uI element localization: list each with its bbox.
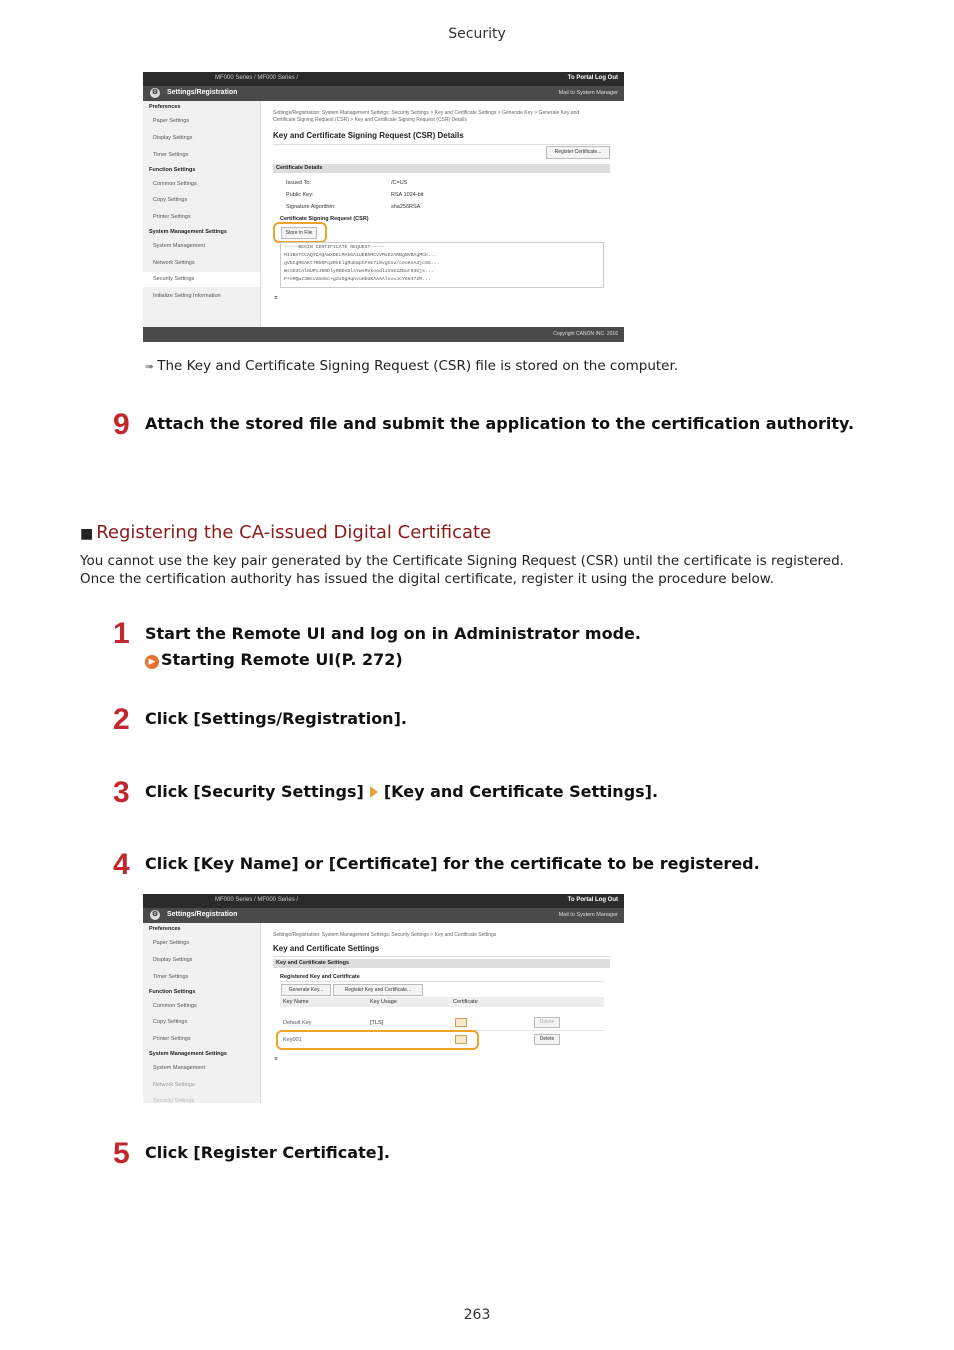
main-panel [261,101,624,342]
portal-logout-links[interactable]: To Portal Log Out [567,897,618,903]
footer-bar [143,327,624,342]
main-panel [261,923,624,1103]
scroll-to-top-icon[interactable]: ⌅ [273,294,279,301]
sidebar-item-initialize[interactable]: Initialize Setting Information [153,293,221,299]
row2-delete-button[interactable]: Delete [534,1034,560,1045]
page-number: 263 [463,1307,491,1323]
csr-line: WsoD3cAl8UPsJ9ODlyRDDnDlsYwsMvkoodlJInE2ZDur03Gjs... [284,269,434,274]
step-3-text [145,782,658,801]
step-5-text: Click [Register Certificate]. [145,1143,390,1162]
screenshot-key-cert-settings [143,894,624,1103]
issued-to-value: /C=US [391,180,408,186]
register-key-cert-button[interactable]: Register Key and Certificate... [333,984,423,996]
row1-key-name[interactable]: Default Key [283,1020,312,1026]
title-bar [143,908,624,923]
step-4-number: 4 [113,848,130,881]
title-bar [143,86,624,101]
sidebar-item-printer[interactable]: Printer Settings [153,214,191,220]
csr-label: Certificate Signing Request (CSR) [280,216,369,222]
section-marker: ■ [80,526,94,542]
result-arrow-icon: ➠ [145,360,155,373]
sidebar-item-copy[interactable]: Copy Settings [153,197,188,203]
page-header: Security [448,26,506,42]
row-highlight [276,1030,479,1050]
top-bar [143,72,624,86]
section-heading [80,522,491,543]
sidebar-item-printer[interactable]: Printer Settings [153,1036,191,1042]
panel-heading: Key and Certificate Settings [273,944,380,953]
mail-link[interactable]: Mail to System Manager [558,90,618,96]
column-key-name: Key Name [283,999,309,1005]
csr-line: MIIBnTCCAQYCAQAwXDELMAkGA1UEBhMCVVMxEzARBgNVBAgMCk... [284,253,437,258]
sidebar-group-function: Function Settings [149,167,196,173]
sidebar-group-preferences: Preferences [149,104,181,110]
step-1-number: 1 [113,617,130,650]
sidebar-item-common[interactable]: Common Settings [153,181,197,187]
csr-line: gVbCgHEAKt7Rb0Fq2RkElgRuEmphFeE7i9vgCnv/ceoKnA3jc55... [284,261,440,266]
step-4-text: Click [Key Name] or [Certificate] for the certificate to be registered. [145,854,760,873]
step-1-text: Start the Remote UI and log on in Administrator mode. [145,624,641,643]
sidebar-group-system: System Management Settings [149,1051,227,1057]
step-2-number: 2 [113,703,130,736]
signature-algorithm-label: Signature Algorithm: [286,204,336,210]
sidebar-item-paper[interactable]: Paper Settings [153,118,190,124]
screenshot-csr-details [143,72,624,342]
step-5-number: 5 [113,1137,130,1170]
register-certificate-button[interactable]: Register Certificate... [546,146,610,159]
sidebar-item-copy[interactable]: Copy Settings [153,1019,188,1025]
csr-text-area[interactable] [280,242,604,288]
sidebar [143,923,261,1103]
panel-heading: Key and Certificate Signing Request (CSR) Details [273,131,464,140]
mail-link[interactable]: Mail to System Manager [558,912,618,918]
starting-remote-ui-link-text[interactable]: Starting Remote UI(P. 272) [161,650,403,669]
section-title: Registering the CA-issued Digital Certificate [96,522,492,543]
store-button-highlight [273,222,327,243]
breadcrumb: Settings/Registration: System Management Settings: Security Settings > Key and Certificate Settings > Generate Key > Generate Key and Certificate Signing Request (CSR) > Key and Certificate Signing Request (CSR) Details [273,110,580,123]
sidebar-group-preferences: Preferences [149,926,181,932]
scroll-to-top-icon[interactable]: ⌅ [273,1055,279,1062]
page-title: Settings/Registration [167,911,238,918]
store-in-file-button[interactable]: Store in File [281,227,317,239]
link-arrow-icon: ▶ [145,655,159,669]
model-name: MF000 Series / MF000 Series / [215,897,299,903]
sidebar-item-network[interactable]: Network Settings [153,1082,195,1088]
page-title: Settings/Registration [167,89,238,96]
portal-logout-links[interactable]: To Portal Log Out [567,75,618,81]
sidebar-group-system: System Management Settings [149,229,227,235]
section-body: You cannot use the key pair generated by the Certificate Signing Request (CSR) until the certificate is registered. Once the certification authority has issued the digital certificate, register it using the procedure below. [80,553,844,587]
step-3-text-a: Click [Security Settings] [145,782,364,801]
step-3-number: 3 [113,776,130,809]
sidebar-item-display[interactable]: Display Settings [153,135,193,141]
csr-line: -----BEGIN CERTIFICATE REQUEST----- [284,245,385,250]
public-key-label: Public Key: [286,192,314,198]
settings-icon: ⚙ [151,89,159,96]
signature-algorithm-value: sha256RSA [391,204,421,210]
registered-subsection: Registered Key and Certificate [280,974,360,980]
public-key-value: RSA 1024-bit [391,192,424,198]
column-certificate: Certificate [453,999,478,1005]
step-3-text-b: [Key and Certificate Settings]. [383,782,659,801]
sidebar [143,101,261,342]
certificate-icon[interactable] [455,1018,467,1027]
sidebar-item-system-management[interactable]: System Management [153,243,205,249]
menu-arrow-icon [370,786,378,798]
top-bar [143,894,624,908]
sidebar-item-timer[interactable]: Timer Settings [153,974,189,980]
step-9-number: 9 [113,408,130,441]
step-9-text: Attach the stored file and submit the application to the certification authority. [145,414,855,433]
certificate-details-bar: Certificate Details [273,164,610,173]
column-key-usage: Key Usage [370,999,397,1005]
row2-key-name[interactable]: Key001 [283,1037,302,1043]
sidebar-item-paper[interactable]: Paper Settings [153,940,190,946]
sidebar-item-display[interactable]: Display Settings [153,957,193,963]
issued-to-label: Issued To: [286,180,311,186]
starting-remote-ui-link[interactable] [145,650,403,669]
row1-delete-button[interactable]: Delete [534,1017,560,1028]
settings-icon: ⚙ [151,911,159,918]
step-2-text: Click [Settings/Registration]. [145,709,407,728]
sidebar-item-common[interactable]: Common Settings [153,1003,197,1009]
model-name: MF000 Series / MF000 Series / [215,75,299,81]
generate-key-button[interactable]: Generate Key... [281,984,331,996]
csr-line: P+nMQwz3Wsv2mnbc+gdxOgHqnvuHbUKAAAAlsoxJcY66472M... [284,277,431,282]
key-cert-settings-bar: Key and Certificate Settings [273,959,610,968]
row1-key-usage: [TLS] [370,1020,384,1026]
sidebar-item-security[interactable]: Security Settings [153,1098,195,1103]
sidebar-item-system-management[interactable]: System Management [153,1065,205,1071]
copyright: Copyright CANON INC. 2016 [553,331,618,337]
sidebar-item-security[interactable]: Security Settings [153,276,195,282]
result-note [145,358,678,374]
sidebar-item-network[interactable]: Network Settings [153,260,195,266]
result-note-text: The Key and Certificate Signing Request (CSR) file is stored on the computer. [157,358,679,374]
sidebar-group-function: Function Settings [149,989,196,995]
breadcrumb: Settings/Registration: System Management Settings: Security Settings > Key and Certificate Settings [273,932,497,938]
sidebar-item-timer[interactable]: Timer Settings [153,152,189,158]
